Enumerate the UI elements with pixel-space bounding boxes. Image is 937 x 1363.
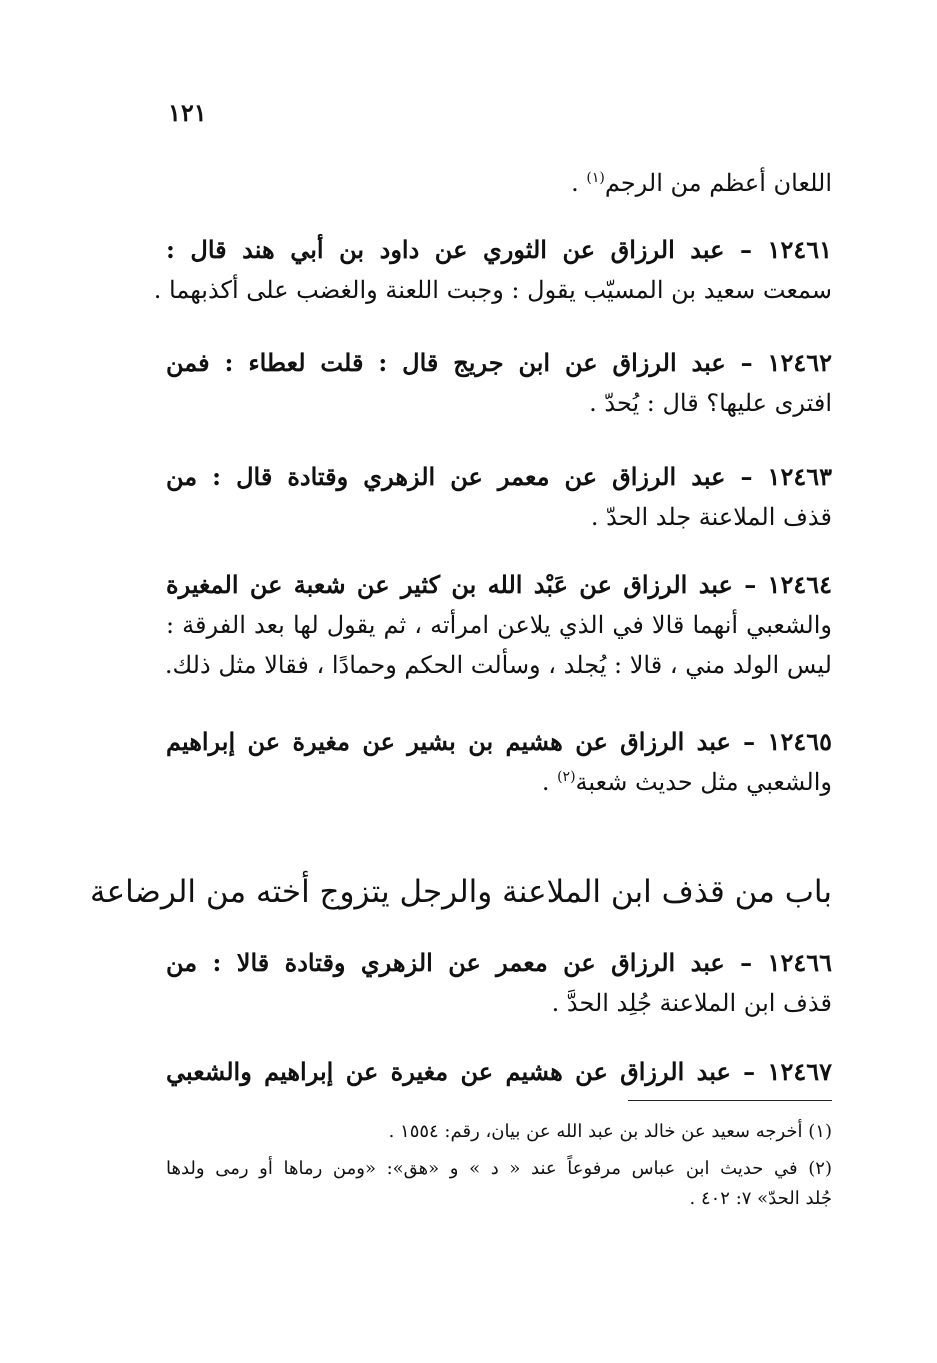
hadith-12461 (153, 230, 832, 310)
footnote-ref: (٢) (557, 769, 576, 785)
hadith-12465 (166, 722, 832, 802)
paragraph-line: والشعبي أنهما قالا في الذي يلاعن امرأته ، ثم يقول لها بعد الفرقة : (166, 611, 832, 639)
paragraph-line: اللعان أعظم من الرجم$^{(١)}$ . (571, 169, 832, 197)
hadith-12463 (166, 457, 832, 537)
paragraph-line: والشعبي مثل حديث شعبة$^{(٢)}$ . (541, 768, 832, 796)
hadith-12466 (166, 943, 832, 1023)
paragraph-line: ١٢٤٦٣ – عبد الرزاق عن معمر عن الزهري وقتادة قال : من (166, 462, 832, 491)
hadith-12467 (166, 1052, 832, 1092)
section-heading: باب من قذف ابن الملاعنة والرجل يتزوج أخته من الرضاعة (89, 874, 832, 910)
paragraph-line: افترى عليها؟ قال : يُحدّ . (589, 389, 832, 417)
intro-paragraph (166, 163, 832, 203)
paragraph-line: ١٢٤٦٧ – عبد الرزاق عن هشيم عن مغيرة عن إبراهيم والشعبي (166, 1057, 832, 1086)
paragraph-line: ١٢٤٦١ – عبد الرزاق عن الثوري عن داود بن أبي هند قال : (166, 235, 832, 264)
footnote-separator (628, 1100, 832, 1101)
hadith-12462 (166, 343, 832, 423)
footnote-line: (١) أخرجه سعيد عن خالد بن عبد الله عن بيان، رقم: ١٥٥٤ . (388, 1121, 832, 1142)
paragraph-line: ليس الولد مني ، قالا : يُجلد ، وسألت الحكم وحمادًا ، فقالا مثل ذلك. (164, 651, 832, 679)
paragraph-line: ١٢٤٦٢ – عبد الرزاق عن ابن جريج قال : قلت لعطاء : فمن (166, 348, 832, 377)
paragraph-line: ١٢٤٦٥ – عبد الرزاق عن هشيم بن بشير عن مغيرة عن إبراهيم (166, 727, 832, 756)
paragraph-line: ١٢٤٦٦ – عبد الرزاق عن معمر عن الزهري وقتادة قالا : من (166, 948, 832, 977)
footnote-2 (166, 1154, 832, 1214)
page-number: ١٢١ (168, 98, 207, 127)
paragraph-line: قذف الملاعنة جلد الحدّ . (590, 503, 832, 531)
hadith-12464 (166, 565, 832, 685)
footnote-line: (٢) في حديث ابن عباس مرفوعاً عند « د » و «هق»: «ومن رماها أو رمى ولدها (166, 1158, 832, 1179)
paragraph-line: سمعت سعيد بن المسيّب يقول : وجبت اللعنة والغضب على أكذبهما . (153, 276, 832, 304)
footnote-ref: (١) (586, 170, 605, 186)
footnote-1 (166, 1117, 832, 1147)
paragraph-line: قذف ابن الملاعنة جُلِد الحدَّ . (551, 989, 832, 1017)
paragraph-line: ١٢٤٦٤ – عبد الرزاق عن عَبْد الله بن كثير عن شعبة عن المغيرة (166, 570, 832, 599)
footnote-line: جُلد الحدّ» ٧: ٤٠٢ . (689, 1188, 832, 1209)
